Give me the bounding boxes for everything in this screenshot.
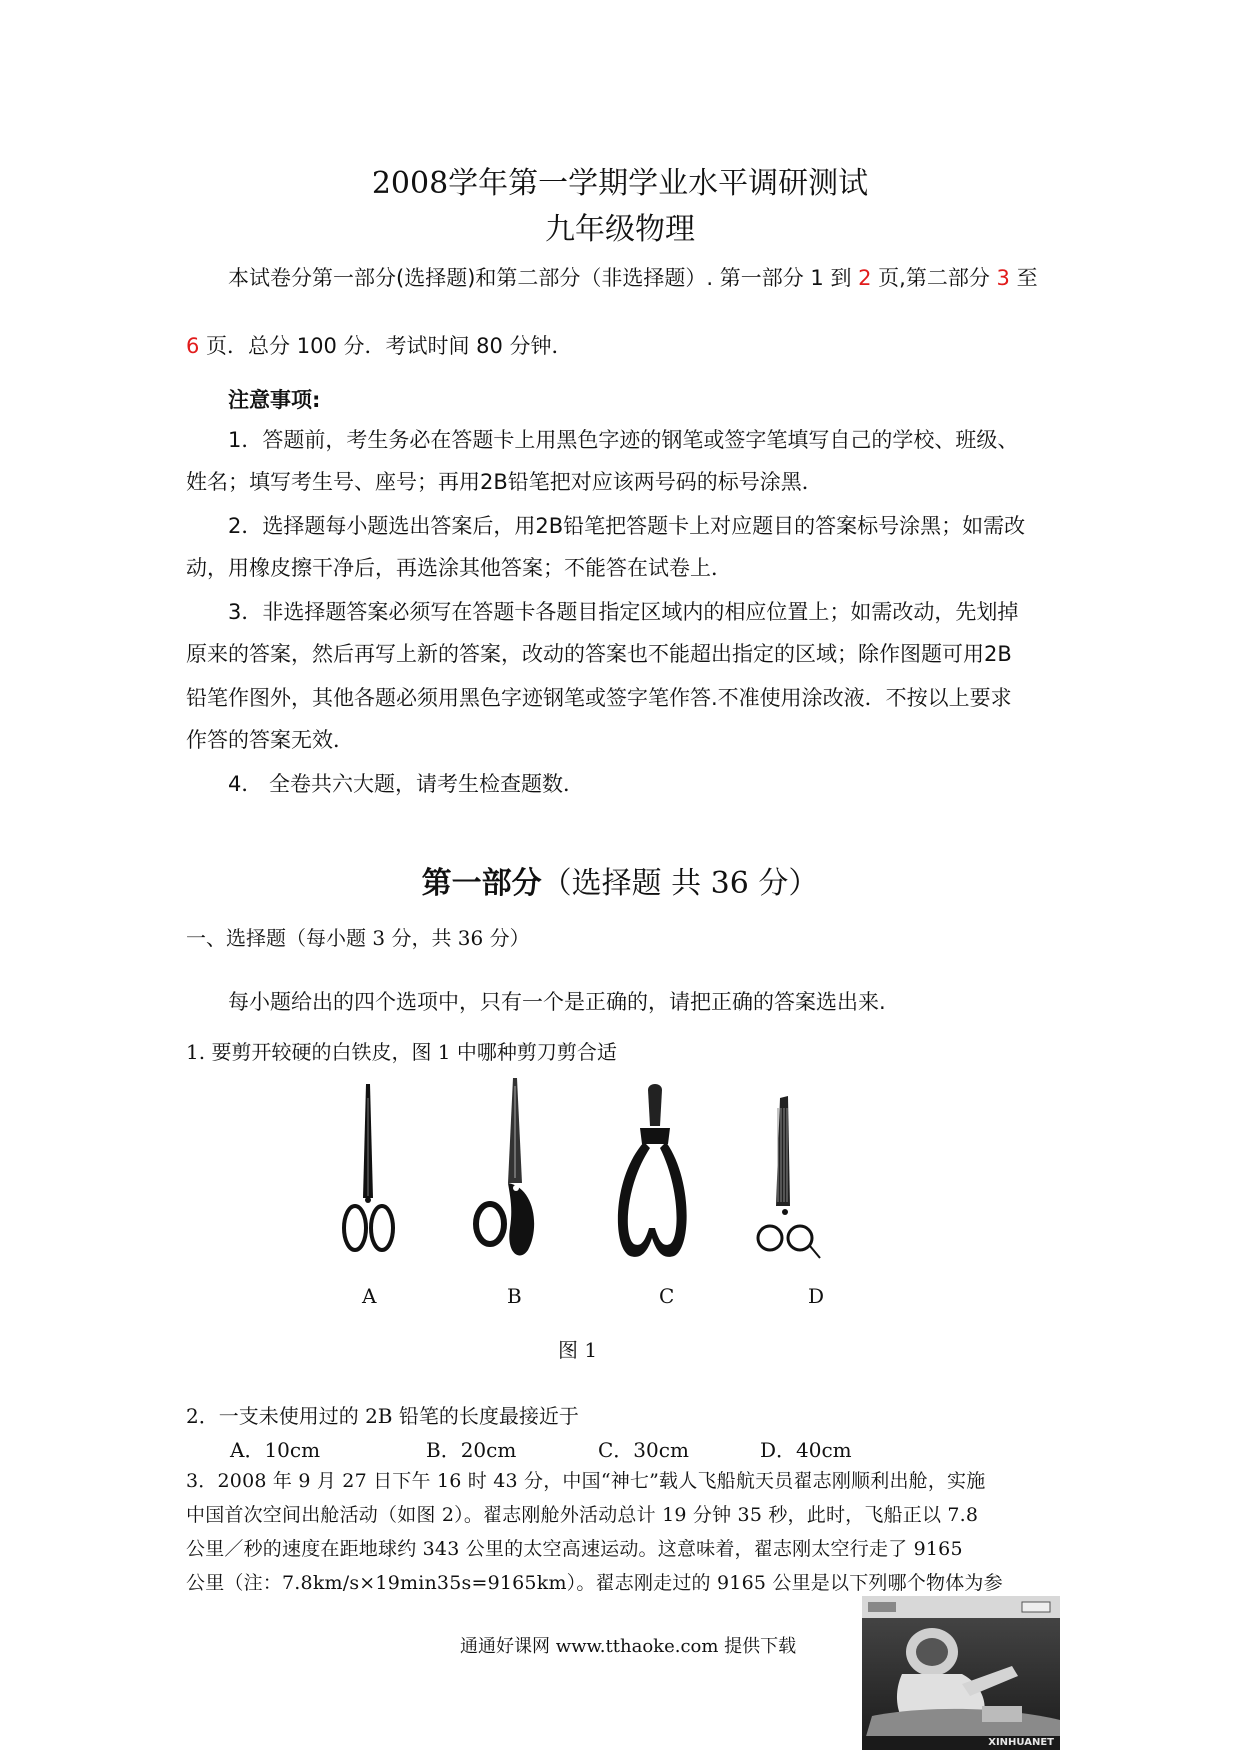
intro-text-c: 页,第二部分 [871,266,997,290]
note-3-line-1: 3．非选择题答案必须写在答题卡各题目指定区域内的相应位置上；如需改动，先划掉 [228,600,1019,624]
intro-text-a: 本试卷分第一部分(选择题)和第二部分（非选择题）. 第一部分 1 到 [228,266,859,290]
scissors-b-icon [476,1078,534,1255]
intro-line-1 [228,262,1038,292]
scissors-figure [330,1078,890,1278]
question-3-line-1: 3．2008 年 9 月 27 日下午 16 时 43 分，中国“神七”载人飞船航天员翟志刚顺利出舱，实施 [186,1470,986,1492]
scissors-a-icon [344,1084,393,1250]
note-1-line-2: 姓名；填写考生号、座号；再用2B铅笔把对应该两号码的标号涂黑． [186,470,823,494]
option-b-label: B [507,1284,522,1308]
question-3-line-3: 公里／秒的速度在距地球约 343 公里的太空高速运动。这意味着，翟志刚太空行走了 9165 [186,1538,963,1560]
note-2-line-1: 2．选择题每小题选出答案后，用2B铅笔把答题卡上对应题目的答案标号涂黑；如需改 [228,514,1026,538]
q2-option-b: B．20cm [426,1438,517,1462]
option-a-label: A [362,1284,377,1308]
intro-page-6: 6 [186,334,200,358]
section-heading: 一、选择题（每小题 3 分，共 36 分） [186,926,530,950]
intro-line-2 [186,330,573,360]
part1-title-rest: （选择题 共 36 分） [541,866,819,901]
footer-text: 通通好课网 www.tthaoke.com 提供下载 [460,1636,797,1657]
figure-1-caption: 图 1 [558,1338,598,1362]
q2-option-a: A．10cm [230,1438,321,1462]
intro-text-e: 至 [1009,266,1038,290]
q2-option-c: C．30cm [598,1438,689,1462]
note-2-line-2: 动，用橡皮擦干净后，再选涂其他答案；不能答在试卷上． [186,556,732,580]
astronaut-photo [862,1596,1060,1750]
option-c-label: C [659,1284,675,1308]
note-1-line-1: 1．答题前，考生务必在答题卡上用黑色字迹的钢笔或签字笔填写自己的学校、班级、 [228,428,1019,452]
notes-heading: 注意事项: [228,388,321,412]
note-3-line-4: 作答的答案无效． [186,728,354,752]
question-2: 2．一支未使用过的 2B 铅笔的长度最接近于 [186,1404,579,1428]
part1-title [0,858,1240,902]
q2-option-d: D．40cm [760,1438,852,1462]
scissors-c-icon [618,1084,687,1257]
exam-title: 2008学年第一学期学业水平调研测试 [371,166,869,201]
scissors-d-icon [758,1096,820,1258]
note-3-line-3: 铅笔作图外，其他各题必须用黑色字迹钢笔或签字笔作答.不准使用涂改液．不按以上要求 [186,686,1012,710]
exam-subject: 九年级物理 [545,212,695,247]
intro-page-3: 3 [996,266,1010,290]
option-d-label: D [808,1284,825,1308]
note-4: 4． 全卷共六大题，请考生检查题数． [228,772,585,796]
question-3-line-4: 公里（注：7.8km/s×19min35s=9165km）。翟志刚走过的 9165 公里是以下列哪个物体为参 [186,1572,1003,1594]
note-3-line-2: 原来的答案，然后再写上新的答案，改动的答案也不能超出指定的区域；除作图题可用2B [186,642,1012,666]
intro-text-total: 页．总分 100 分．考试时间 80 分钟． [199,334,573,358]
photo-watermark: XINHUANET [988,1737,1054,1748]
part1-title-bold: 第一部分 [421,866,542,901]
question-1: 1. 要剪开较硬的白铁皮，图 1 中哪种剪刀剪合适 [186,1040,617,1064]
section-instruction: 每小题给出的四个选项中，只有一个是正确的，请把正确的答案选出来. [228,990,886,1014]
intro-page-2: 2 [858,266,872,290]
question-3-line-2: 中国首次空间出舱活动（如图 2）。翟志刚舱外活动总计 19 分钟 35 秒，此时，飞船正以 7.8 [186,1504,979,1526]
